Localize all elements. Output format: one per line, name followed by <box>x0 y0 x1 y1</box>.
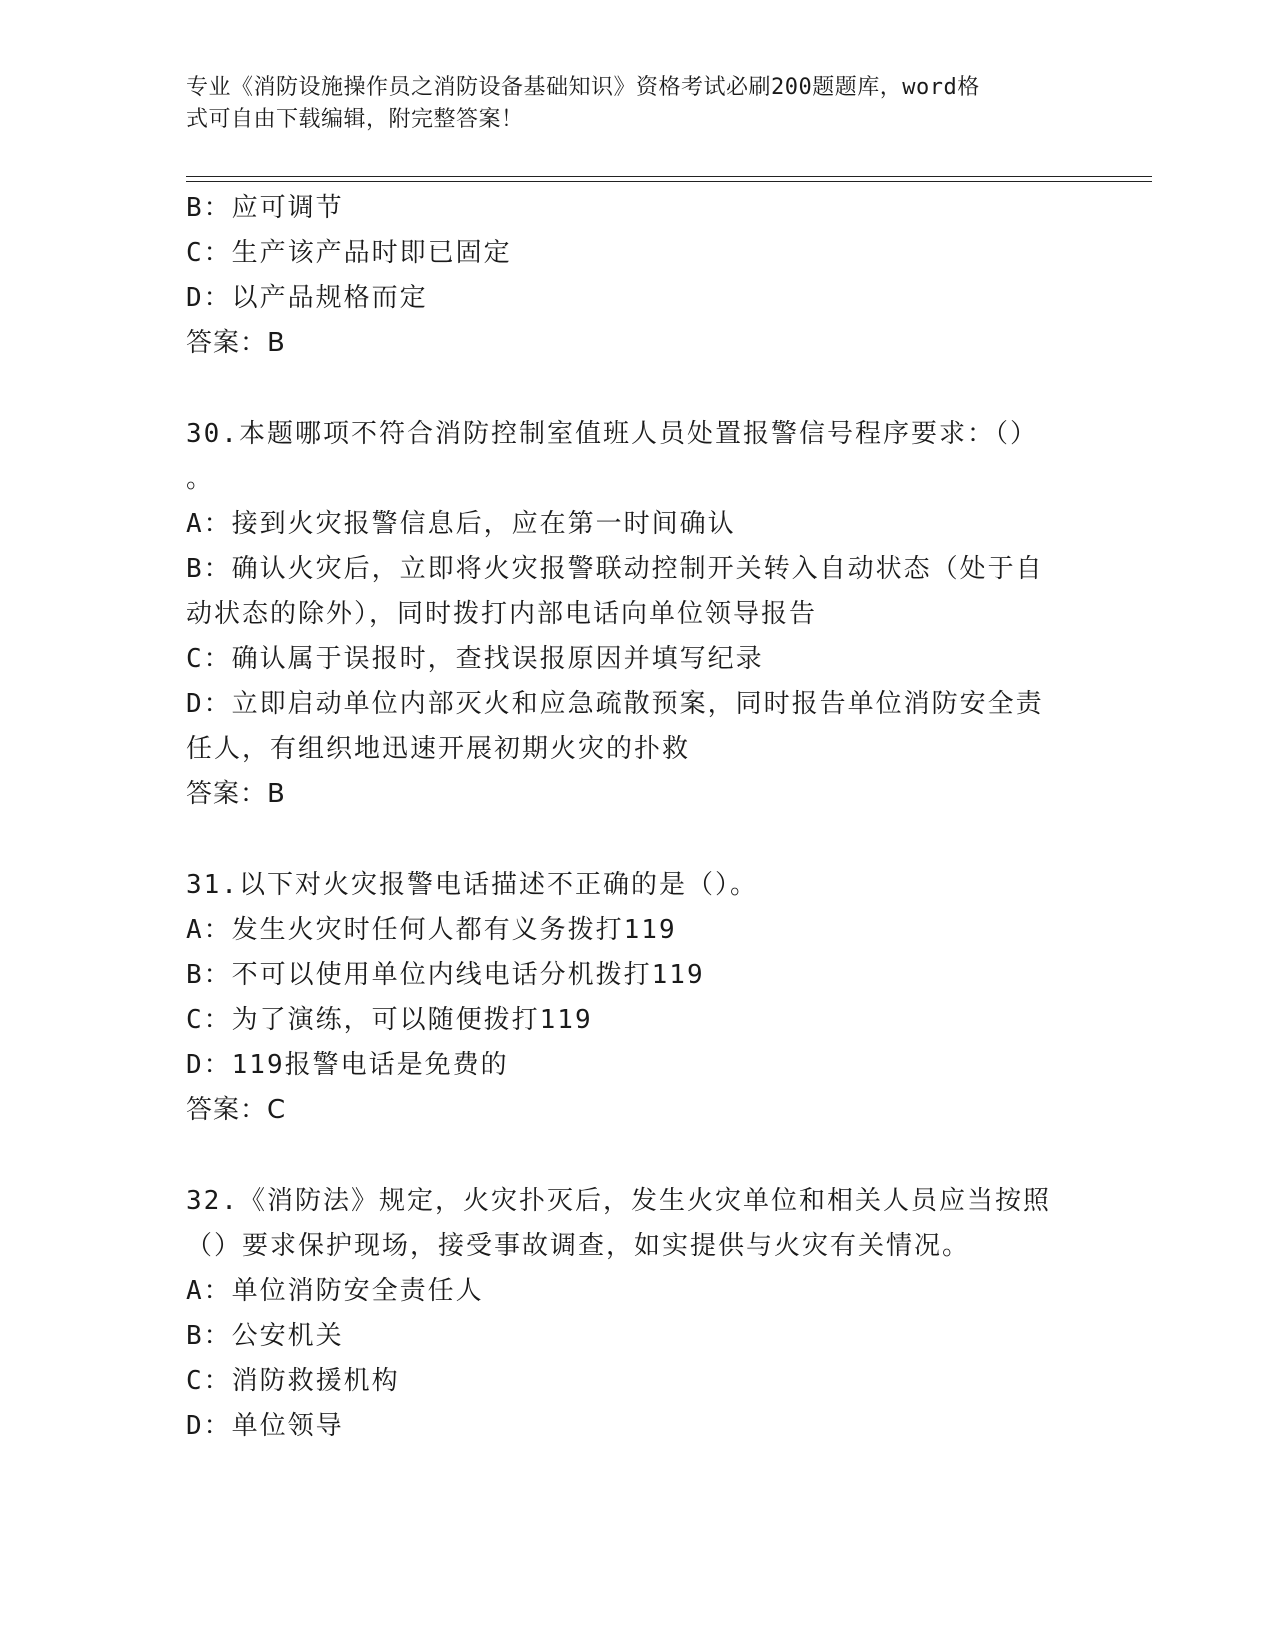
option-d: D：单位领导 <box>186 1411 344 1441</box>
option-a: A：发生火灾时任何人都有义务拨打119 <box>186 915 677 945</box>
question-29 <box>186 186 1086 366</box>
spacer <box>186 817 1086 863</box>
option-d-line-2: 任人，有组织地迅速开展初期火灾的扑救 <box>186 734 691 764</box>
header-title-line-1: 专业《消防设施操作员之消防设备基础知识》资格考试必刷200题题库，word格 <box>186 75 980 100</box>
option-d-line-1: D：立即启动单位内部灭火和应急疏散预案，同时报告单位消防安全责 <box>186 689 1044 719</box>
spacer <box>186 1133 1086 1179</box>
option-a: A：接到火灾报警信息后，应在第一时间确认 <box>186 509 736 539</box>
question-list <box>186 186 1086 1449</box>
option-d: D：119报警电话是免费的 <box>186 1050 509 1080</box>
question-30 <box>186 412 1086 817</box>
option-d: D：以产品规格而定 <box>186 283 428 313</box>
question-stem-line-2: （）要求保护现场，接受事故调查，如实提供与火灾有关情况。 <box>186 1231 971 1261</box>
question-31 <box>186 863 1086 1133</box>
option-c: C：确认属于误报时，查找误报原因并填写纪录 <box>186 644 764 674</box>
option-b-line-2: 动状态的除外），同时拨打内部电话向单位领导报告 <box>186 599 818 629</box>
spacer <box>186 366 1086 412</box>
question-stem-line-2: 。 <box>186 464 215 494</box>
option-a: A：单位消防安全责任人 <box>186 1276 484 1306</box>
option-b: B：不可以使用单位内线电话分机拨打119 <box>186 960 705 990</box>
option-c: C：为了演练，可以随便拨打119 <box>186 1005 593 1035</box>
option-c: C：消防救援机构 <box>186 1366 400 1396</box>
question-stem: 31.以下对火灾报警电话描述不正确的是（）。 <box>186 870 758 900</box>
answer-line: 答案：C <box>186 1095 287 1125</box>
header-rule-top <box>186 176 1152 177</box>
option-b: B：应可调节 <box>186 193 344 223</box>
header-title-line-2: 式可自由下载编辑，附完整答案！ <box>186 107 524 132</box>
answer-line: 答案：B <box>186 328 286 358</box>
option-b-line-1: B：确认火灾后，立即将火灾报警联动控制开关转入自动状态（处于自 <box>186 554 1044 584</box>
option-c: C：生产该产品时即已固定 <box>186 238 512 268</box>
option-b: B：公安机关 <box>186 1321 344 1351</box>
question-stem-line-1: 30.本题哪项不符合消防控制室值班人员处置报警信号程序要求：（） <box>186 419 1038 449</box>
document-header <box>186 72 1066 136</box>
question-stem-line-1: 32.《消防法》规定，火灾扑灭后，发生火灾单位和相关人员应当按照 <box>186 1186 1051 1216</box>
question-32 <box>186 1179 1086 1449</box>
answer-line: 答案：B <box>186 779 286 809</box>
header-rule-bottom <box>186 181 1152 182</box>
